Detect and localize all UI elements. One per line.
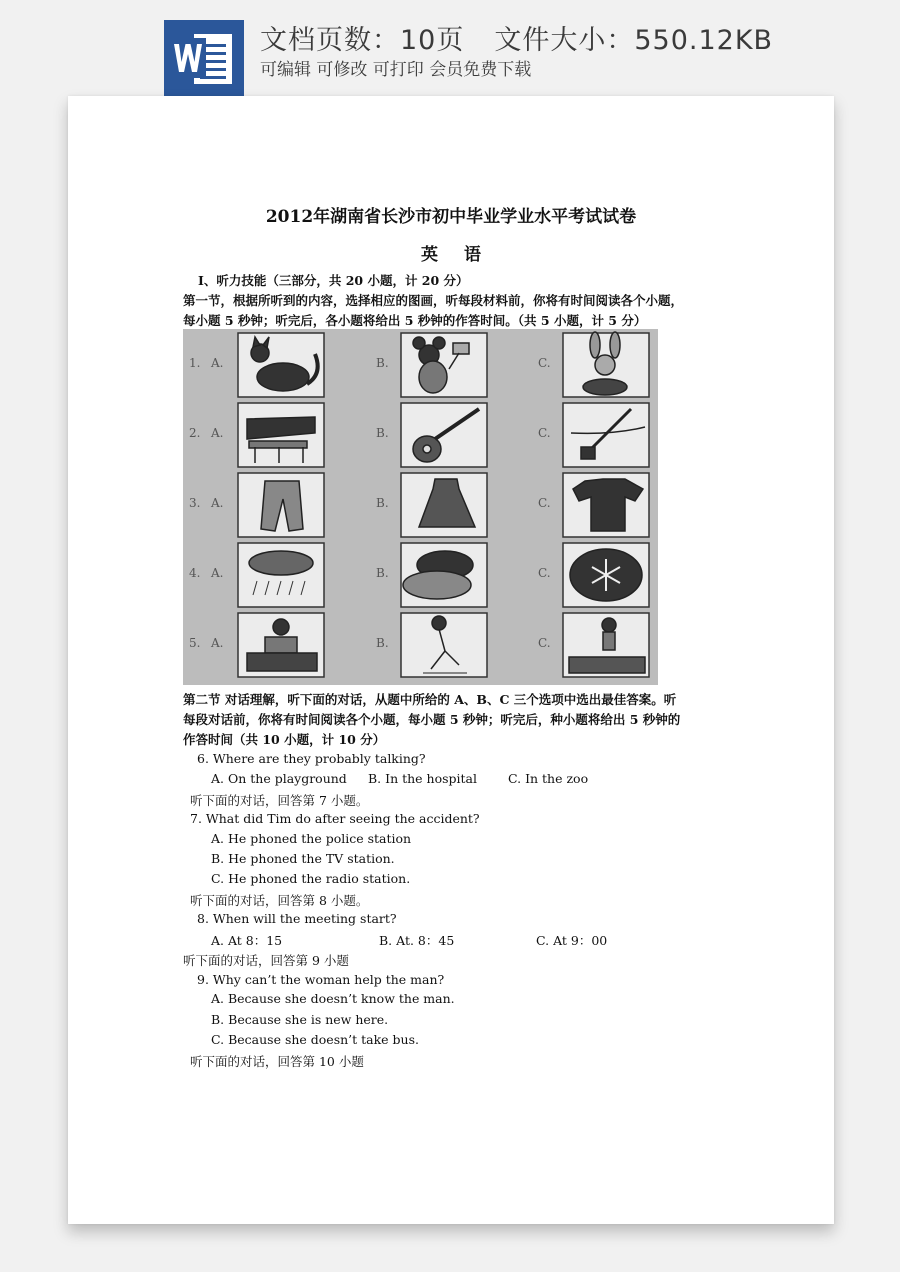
- instruction-q7: 听下面的对话，回答第 7 小题。: [190, 793, 369, 808]
- question-6-option-c: C. In the zoo: [508, 771, 589, 786]
- svg-text:4.: 4.: [189, 566, 201, 580]
- instruction-q10: 听下面的对话，回答第 10 小题: [190, 1054, 364, 1069]
- svg-text:5.: 5.: [189, 636, 201, 650]
- file-size: 文件大小：550.12KB: [494, 25, 774, 56]
- section2-instructions-line2: 每段对话前，你将有时间阅读各个小题，每小题 5 秒钟；听完后，种小题将给出 5 秒钟的: [183, 712, 681, 727]
- word-document-icon: [164, 20, 244, 96]
- snowflake-picture: [570, 549, 642, 601]
- question-7-option-a: A. He phoned the police station: [211, 831, 412, 846]
- question-7-option-b: B. He phoned the TV station.: [211, 851, 395, 866]
- svg-text:A.: A.: [211, 356, 224, 370]
- exam-title: 2012年湖南省长沙市初中毕业学业水平考试试卷: [265, 207, 637, 227]
- question-7-option-c: C. He phoned the radio station.: [211, 871, 411, 886]
- svg-text:C.: C.: [538, 356, 551, 370]
- exam-subject: 英语: [421, 245, 507, 265]
- svg-text:A.: A.: [211, 566, 224, 580]
- listening-picture-grid: [183, 329, 658, 685]
- svg-text:3.: 3.: [189, 496, 201, 510]
- question-9: 9. Why can’t the woman help the man?: [197, 972, 445, 987]
- svg-text:C.: C.: [538, 426, 551, 440]
- section2-instructions-line1: 第二节 对话理解，听下面的对话，从题中所给的 A、B、C 三个选项中选出最佳答案。听: [183, 692, 677, 707]
- svg-text:A.: A.: [211, 426, 224, 440]
- section1-instructions-line1: 第一节，根据所听到的内容，选择相应的图画，听每段材料前，你将有时间阅读各个小题，: [183, 293, 684, 308]
- document-page: [68, 96, 834, 1224]
- svg-text:A.: A.: [211, 496, 224, 510]
- section2-instructions-line3: 作答时间（共 10 小题，计 10 分）: [183, 732, 386, 747]
- svg-text:B.: B.: [376, 636, 389, 650]
- svg-text:B.: B.: [376, 426, 389, 440]
- instruction-q8: 听下面的对话，回答第 8 小题。: [190, 893, 369, 908]
- question-8-option-a: A. At 8：15: [211, 933, 283, 948]
- download-banner: [0, 0, 900, 100]
- question-8-option-b: B. At. 8：45: [379, 933, 455, 948]
- svg-text:B.: B.: [376, 566, 389, 580]
- section1-instructions-line2: 每小题 5 秒钟；听完后，各小题将给出 5 秒钟的作答时间。（共 5 小题，计 5 分）: [183, 313, 647, 328]
- svg-text:A.: A.: [211, 636, 224, 650]
- question-9-option-c: C. Because she doesn’t take bus.: [211, 1032, 419, 1047]
- question-6-option-b: B. In the hospital: [368, 771, 478, 786]
- svg-text:1.: 1.: [189, 356, 201, 370]
- svg-text:B.: B.: [376, 356, 389, 370]
- feature-list: 可编辑 可修改 可打印 会员免费下载: [260, 60, 532, 80]
- page-count: 文档页数：10页: [260, 25, 465, 56]
- instruction-q9: 听下面的对话，回答第 9 小题: [183, 953, 349, 968]
- question-6: 6. Where are they probably talking?: [197, 751, 426, 766]
- svg-text:C.: C.: [538, 496, 551, 510]
- question-6-option-a: A. On the playground: [211, 771, 347, 786]
- question-7: 7. What did Tim do after seeing the accident?: [190, 811, 480, 826]
- svg-text:2.: 2.: [189, 426, 201, 440]
- part1-heading: Ⅰ、听力技能（三部分，共 20 小题，计 20 分）: [198, 273, 469, 288]
- question-8: 8. When will the meeting start?: [197, 911, 397, 926]
- svg-text:C.: C.: [538, 636, 551, 650]
- svg-text:B.: B.: [376, 496, 389, 510]
- question-9-option-a: A. Because she doesn’t know the man.: [211, 991, 455, 1006]
- svg-text:C.: C.: [538, 566, 551, 580]
- question-9-option-b: B. Because she is new here.: [211, 1012, 389, 1027]
- question-8-option-c: C. At 9：00: [536, 933, 608, 948]
- document-meta: [260, 18, 773, 57]
